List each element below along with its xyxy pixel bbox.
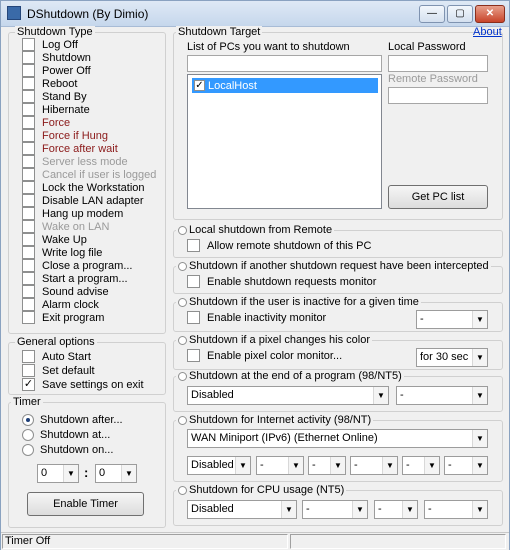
- shutdown-type-label: Server less mode: [42, 155, 128, 168]
- intercept-title-text: Shutdown if another shutdown request have been intercepted: [189, 260, 489, 272]
- hours-value: 0: [41, 467, 48, 479]
- internet-value-3: -: [354, 459, 358, 471]
- checkmark-icon: ✓: [23, 378, 34, 390]
- checkbox-box: [22, 272, 35, 285]
- shutdown-type-checkbox[interactable]: [22, 51, 91, 64]
- intercept-title: [176, 260, 491, 272]
- dropdown-arrow-icon: ▼: [382, 457, 397, 474]
- minimize-button[interactable]: —: [419, 5, 445, 23]
- shutdown-type-checkbox[interactable]: [22, 116, 70, 129]
- shutdown-type-checkbox[interactable]: [22, 77, 77, 90]
- dropdown-arrow-icon: ▼: [288, 457, 303, 474]
- shutdown-type-checkbox[interactable]: [22, 311, 104, 324]
- checkbox-box: [22, 364, 35, 377]
- checkbox-box: [22, 168, 35, 181]
- internet-mode-select[interactable]: [187, 456, 251, 475]
- shutdown-type-label: Force if Hung: [42, 129, 109, 142]
- pc-list-item-label: LocalHost: [208, 79, 257, 92]
- inactivity-monitor-checkbox[interactable]: [187, 311, 326, 324]
- save-settings-label: Save settings on exit: [42, 378, 144, 391]
- program-end-title: [176, 370, 404, 382]
- checkbox-box: [22, 311, 35, 324]
- shutdown-type-label: Exit program: [42, 311, 105, 324]
- cpu-mode-value: Disabled: [191, 503, 234, 515]
- checkbox-box: [22, 51, 35, 64]
- internet-value-select-3[interactable]: [350, 456, 398, 475]
- about-link[interactable]: About: [473, 26, 502, 38]
- maximize-button[interactable]: ▢: [447, 5, 473, 23]
- shutdown-type-label: Wake Up: [42, 233, 87, 246]
- remote-password-label: Remote Password: [388, 73, 478, 85]
- shutdown-type-label: Stand By: [42, 90, 87, 103]
- shutdown-type-label: Power Off: [42, 64, 91, 77]
- status-text: Timer Off: [5, 535, 51, 547]
- shutdown-type-label: Start a program...: [42, 272, 128, 285]
- cpu-value-select-1[interactable]: [302, 500, 368, 519]
- checkbox-box: [187, 239, 200, 252]
- cpu-value-1: -: [306, 503, 310, 515]
- shutdown-type-checkbox[interactable]: [22, 64, 91, 77]
- shutdown-type-label: Log Off: [42, 38, 78, 51]
- program-end-mode-select[interactable]: [187, 386, 389, 405]
- internet-mode-value: Disabled: [191, 459, 234, 471]
- shutdown-type-label: Cancel if user is logged: [42, 168, 157, 181]
- cpu-value-select-3[interactable]: [424, 500, 488, 519]
- pc-name-input[interactable]: [187, 55, 382, 72]
- checkbox-box: [22, 246, 35, 259]
- pixel-group: [173, 334, 503, 370]
- auto-start-checkbox[interactable]: [22, 350, 91, 363]
- general-options-group: [8, 336, 166, 395]
- dropdown-arrow-icon: ▼: [472, 457, 487, 474]
- inactivity-monitor-label: Enable inactivity monitor: [207, 311, 327, 324]
- shutdown-type-label: Alarm clock: [42, 298, 99, 311]
- dropdown-arrow-icon: ▼: [472, 349, 487, 366]
- checkbox-box: [22, 194, 35, 207]
- adapter-value: WAN Miniport (IPv6) (Ethernet Online): [191, 432, 378, 444]
- shutdown-type-title: Shutdown Type: [17, 26, 93, 38]
- shutdown-type-checkbox[interactable]: [22, 129, 108, 142]
- pixel-monitor-checkbox[interactable]: [187, 349, 342, 362]
- app-icon: [7, 6, 21, 20]
- remote-title: [176, 224, 334, 236]
- shutdown-type-label: Disable LAN adapter: [42, 194, 144, 207]
- shutdown-type-label: Write log file: [42, 246, 103, 259]
- internet-value-1: -: [260, 459, 264, 471]
- shutdown-type-checkbox[interactable]: [22, 38, 78, 51]
- pc-list-label: List of PCs you want to shutdown: [187, 41, 350, 53]
- checkbox-box: [22, 207, 35, 220]
- shutdown-type-checkbox[interactable]: [22, 207, 123, 220]
- shutdown-type-label: Hibernate: [42, 103, 90, 116]
- shutdown-type-checkbox[interactable]: [22, 155, 128, 168]
- shutdown-type-label: Force: [42, 116, 71, 129]
- save-settings-checkbox[interactable]: [22, 378, 144, 391]
- shutdown-on-label: Shutdown on...: [40, 444, 114, 456]
- pc-list[interactable]: [187, 74, 382, 209]
- dropdown-arrow-icon: ▼: [281, 501, 296, 518]
- auto-start-label: Auto Start: [42, 350, 91, 363]
- checkbox-box: [22, 90, 35, 103]
- shutdown-at-radio[interactable]: [22, 429, 110, 441]
- shutdown-type-checkbox[interactable]: [22, 246, 102, 259]
- timer-title: Timer: [13, 396, 41, 408]
- get-pc-list-button[interactable]: Get PC list: [388, 185, 488, 209]
- dropdown-arrow-icon: ▼: [472, 430, 487, 447]
- minutes-value: 0: [99, 467, 106, 479]
- checkbox-box: [22, 285, 35, 298]
- checkbox-box: [187, 311, 200, 324]
- allow-remote-label: Allow remote shutdown of this PC: [207, 239, 372, 252]
- checkbox-box: [187, 349, 200, 362]
- remote-password-input[interactable]: [388, 87, 488, 104]
- shutdown-type-checkbox[interactable]: [22, 220, 109, 233]
- hours-select[interactable]: [37, 464, 79, 483]
- window-title: DShutdown (By Dimio): [27, 7, 149, 21]
- intercept-group: [173, 260, 503, 294]
- enable-timer-button[interactable]: Enable Timer: [27, 492, 144, 516]
- dropdown-arrow-icon: ▼: [63, 465, 78, 482]
- requests-monitor-label: Enable shutdown requests monitor: [207, 275, 377, 288]
- checkbox-box: [22, 233, 35, 246]
- shutdown-type-label: Close a program...: [42, 259, 133, 272]
- shutdown-type-checkbox[interactable]: [22, 233, 87, 246]
- status-cell-secondary: [290, 534, 506, 549]
- checkbox-box: [22, 181, 35, 194]
- cpu-title-text: Shutdown for CPU usage (NT5): [189, 484, 345, 496]
- internet-title-text: Shutdown for Internet activity (98/NT): [189, 414, 372, 426]
- shutdown-type-checkbox[interactable]: [22, 142, 118, 155]
- checkbox-box: [22, 129, 35, 142]
- shutdown-type-checkbox[interactable]: [22, 272, 128, 285]
- checkbox-box: [22, 298, 35, 311]
- shutdown-at-label: Shutdown at...: [40, 429, 111, 441]
- pixel-time-value: for 30 sec: [420, 351, 469, 363]
- radio-dot-icon: [22, 444, 34, 456]
- shutdown-type-checkbox[interactable]: [22, 90, 87, 103]
- dropdown-arrow-icon: ▼: [424, 457, 439, 474]
- checkbox-box: [22, 259, 35, 272]
- dropdown-arrow-icon: ▼: [330, 457, 345, 474]
- shutdown-after-label: Shutdown after...: [40, 414, 123, 426]
- title-bar: [1, 1, 509, 27]
- dropdown-arrow-icon: ▼: [472, 311, 487, 328]
- cpu-value-3: -: [428, 503, 432, 515]
- set-default-label: Set default: [42, 364, 95, 377]
- bullet-icon: [178, 336, 187, 345]
- checkbox-box: [22, 220, 35, 233]
- pixel-title: [176, 334, 372, 346]
- shutdown-type-checkbox[interactable]: [22, 168, 156, 181]
- shutdown-type-label: Lock the Workstation: [42, 181, 145, 194]
- internet-value-select-2[interactable]: [308, 456, 346, 475]
- program-end-mode-value: Disabled: [191, 389, 234, 401]
- shutdown-type-label: Reboot: [42, 77, 78, 90]
- local-password-label: Local Password: [388, 41, 466, 53]
- checkbox-box: [22, 77, 35, 90]
- internet-value-select-1[interactable]: [256, 456, 304, 475]
- cpu-value-select-2[interactable]: [374, 500, 418, 519]
- set-default-checkbox[interactable]: [22, 364, 95, 377]
- inactive-title-text: Shutdown if the user is inactive for a given time: [189, 296, 419, 308]
- shutdown-type-checkbox[interactable]: [22, 298, 99, 311]
- bullet-icon: [178, 416, 187, 425]
- time-separator: :: [84, 465, 89, 480]
- cpu-title: [176, 484, 346, 496]
- shutdown-target-title: Shutdown Target: [178, 26, 261, 38]
- checkbox-box: [22, 103, 35, 116]
- bullet-icon: [178, 298, 187, 307]
- internet-value-4: -: [406, 459, 410, 471]
- program-end-group: [173, 370, 503, 412]
- internet-value-select-4[interactable]: [402, 456, 440, 475]
- bullet-icon: [178, 372, 187, 381]
- remote-title-text: Local shutdown from Remote: [189, 224, 333, 236]
- bullet-icon: [178, 226, 187, 235]
- checkbox-box: [187, 275, 200, 288]
- shutdown-type-checkbox[interactable]: [22, 259, 132, 272]
- checkbox-box: [22, 38, 35, 51]
- pixel-monitor-label: Enable pixel color monitor...: [207, 349, 343, 362]
- inactivity-time-value: -: [420, 313, 424, 325]
- shutdown-after-radio[interactable]: [22, 414, 123, 426]
- shutdown-on-radio[interactable]: [22, 444, 113, 456]
- dropdown-arrow-icon: ▼: [235, 457, 250, 474]
- shutdown-type-label: Shutdown: [42, 51, 91, 64]
- dropdown-arrow-icon: ▼: [352, 501, 367, 518]
- radio-dot-icon: [22, 429, 34, 441]
- shutdown-type-label: Sound advise: [42, 285, 109, 298]
- cpu-group: [173, 484, 503, 526]
- status-cell-main: [2, 534, 288, 549]
- general-options-title: General options: [17, 336, 95, 348]
- cpu-mode-select[interactable]: [187, 500, 297, 519]
- dropdown-arrow-icon: ▼: [472, 387, 487, 404]
- requests-monitor-checkbox[interactable]: [187, 275, 376, 288]
- program-end-title-text: Shutdown at the end of a program (98/NT5): [189, 370, 402, 382]
- inactive-title: [176, 296, 421, 308]
- shutdown-target-group: [173, 26, 503, 220]
- shutdown-type-label: Hang up modem: [42, 207, 124, 220]
- bullet-icon: [178, 262, 187, 271]
- inactive-group: [173, 296, 503, 332]
- adapter-select[interactable]: [187, 429, 488, 448]
- internet-group: [173, 414, 503, 482]
- pc-list-item[interactable]: [192, 78, 378, 93]
- checkmark-icon: ✓: [195, 80, 204, 91]
- dropdown-arrow-icon: ▼: [472, 501, 487, 518]
- remote-group: [173, 224, 503, 258]
- close-button[interactable]: ✕: [475, 5, 505, 23]
- pixel-time-select[interactable]: [416, 348, 488, 367]
- checkbox-box: [22, 350, 35, 363]
- shutdown-type-group: [8, 26, 166, 334]
- dropdown-arrow-icon: ▼: [121, 465, 136, 482]
- local-password-input[interactable]: [388, 55, 488, 72]
- internet-title: [176, 414, 373, 426]
- shutdown-type-checkbox[interactable]: [22, 194, 144, 207]
- internet-value-2: -: [312, 459, 316, 471]
- cpu-value-2: -: [378, 503, 382, 515]
- program-value: -: [400, 389, 404, 401]
- checkbox-box: [22, 142, 35, 155]
- checkbox-box: [22, 64, 35, 77]
- pixel-title-text: Shutdown if a pixel changes his color: [189, 334, 370, 346]
- checkbox-box: [22, 116, 35, 129]
- allow-remote-checkbox[interactable]: [187, 239, 371, 252]
- status-bar: [1, 532, 509, 550]
- shutdown-type-label: Wake on LAN: [42, 220, 110, 233]
- minutes-select[interactable]: [95, 464, 137, 483]
- internet-value-5: -: [448, 459, 452, 471]
- dropdown-arrow-icon: ▼: [373, 387, 388, 404]
- bullet-icon: [178, 486, 187, 495]
- internet-value-select-5[interactable]: [444, 456, 488, 475]
- shutdown-type-checkbox[interactable]: [22, 103, 90, 116]
- dropdown-arrow-icon: ▼: [402, 501, 417, 518]
- shutdown-type-checkbox[interactable]: [22, 285, 109, 298]
- checkbox-box: [22, 155, 35, 168]
- program-select[interactable]: [396, 386, 488, 405]
- radio-dot-icon: [22, 414, 34, 426]
- timer-group: [8, 396, 166, 528]
- shutdown-type-label: Force after wait: [42, 142, 118, 155]
- inactivity-time-select[interactable]: [416, 310, 488, 329]
- shutdown-type-checkbox[interactable]: [22, 181, 145, 194]
